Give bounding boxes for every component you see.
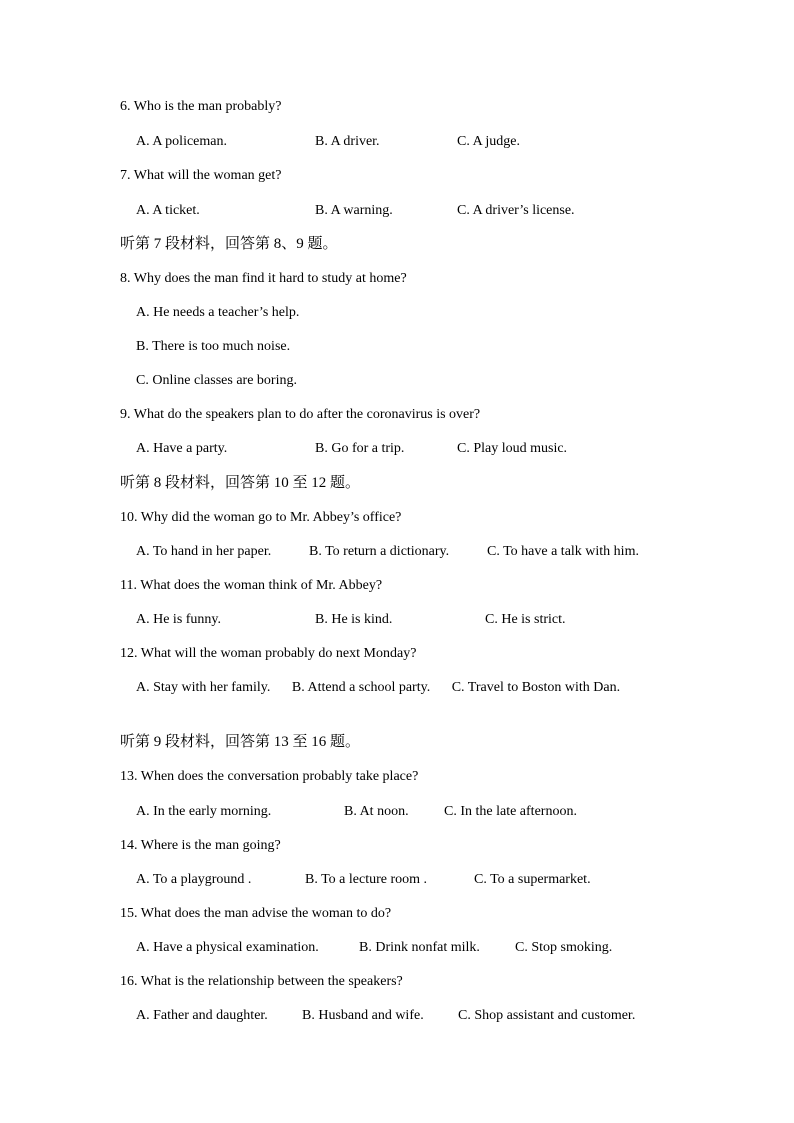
question-number: 8. <box>120 271 131 286</box>
option-13c: C. In the late afternoon. <box>444 804 577 819</box>
option-11a: A. He is funny. <box>136 612 222 627</box>
question-text: Why did the woman go to Mr. Abbey’s office? <box>140 510 402 525</box>
question-number: 9. <box>120 407 131 422</box>
question-15 <box>120 906 391 922</box>
option-15a: A. Have a physical examination. <box>136 940 319 955</box>
option-10c: C. To have a talk with him. <box>487 544 639 559</box>
question-number: 13. <box>120 769 138 784</box>
option-9b: B. Go for a trip. <box>315 441 405 456</box>
question-number: 7. <box>120 168 131 183</box>
option-6c: C. A judge. <box>457 134 521 149</box>
option-8b: B. There is too much noise. <box>136 339 291 354</box>
section-heading-8: 听第 8 段材料，回答第 10 至 12 题。 <box>120 475 361 491</box>
option-9a: A. Have a party. <box>136 441 228 456</box>
question-text: What does the man advise the woman to do? <box>140 906 392 921</box>
question-8 <box>120 271 407 287</box>
option-8a: A. He needs a teacher’s help. <box>136 305 300 320</box>
option-10a: A. To hand in her paper. <box>136 544 272 559</box>
option-12c: C. Travel to Boston with Dan. <box>451 680 621 695</box>
section-heading-9: 听第 9 段材料，回答第 13 至 16 题。 <box>120 734 361 750</box>
question-text: What does the woman think of Mr. Abbey? <box>140 578 383 593</box>
option-7b: B. A warning. <box>315 203 393 218</box>
question-6 <box>120 99 282 115</box>
question-number: 14. <box>120 838 138 853</box>
option-11b: B. He is kind. <box>315 612 393 627</box>
option-12a: A. Stay with her family. <box>136 680 271 695</box>
question-14 <box>120 838 281 854</box>
options-12 <box>120 677 672 698</box>
question-text: Who is the man probably? <box>133 99 282 114</box>
option-12b: B. Attend a school party. <box>291 680 431 695</box>
question-text: What will the woman get? <box>133 168 282 183</box>
option-13a: A. In the early morning. <box>136 804 272 819</box>
option-13b: B. At noon. <box>344 804 409 819</box>
question-number: 11. <box>120 578 137 593</box>
question-text: What will the woman probably do next Monday? <box>140 646 417 661</box>
question-text: When does the conversation probably take place? <box>140 769 419 784</box>
question-13 <box>120 769 418 785</box>
option-6b: B. A driver. <box>315 134 380 149</box>
option-14c: C. To a supermarket. <box>474 872 591 887</box>
question-10 <box>120 510 401 526</box>
option-16b: B. Husband and wife. <box>302 1008 424 1023</box>
question-11 <box>120 578 382 594</box>
option-14b: B. To a lecture room . <box>305 872 428 887</box>
question-number: 6. <box>120 99 131 114</box>
option-11c: C. He is strict. <box>485 612 566 627</box>
option-7a: A. A ticket. <box>136 203 200 218</box>
option-10b: B. To return a dictionary. <box>309 544 450 559</box>
question-number: 10. <box>120 510 138 525</box>
option-6a: A. A policeman. <box>136 134 227 149</box>
option-14a: A. To a playground . <box>136 872 252 887</box>
option-16a: A. Father and daughter. <box>136 1008 268 1023</box>
question-text: Why does the man find it hard to study at home? <box>133 271 407 286</box>
option-7c: C. A driver’s license. <box>457 203 575 218</box>
option-9c: C. Play loud music. <box>457 441 568 456</box>
question-text: What do the speakers plan to do after the coronavirus is over? <box>133 407 481 422</box>
section-heading-7: 听第 7 段材料，回答第 8、9 题。 <box>120 236 338 252</box>
option-16c: C. Shop assistant and customer. <box>458 1008 636 1023</box>
option-15c: C. Stop smoking. <box>515 940 613 955</box>
question-number: 16. <box>120 974 138 989</box>
question-9 <box>120 407 480 423</box>
question-text: Where is the man going? <box>140 838 281 853</box>
question-12 <box>120 646 416 662</box>
question-number: 12. <box>120 646 138 661</box>
question-text: What is the relationship between the speakers? <box>140 974 403 989</box>
question-number: 15. <box>120 906 138 921</box>
question-7 <box>120 168 281 184</box>
option-15b: B. Drink nonfat milk. <box>359 940 480 955</box>
option-8c: C. Online classes are boring. <box>136 373 297 388</box>
question-16 <box>120 974 403 990</box>
